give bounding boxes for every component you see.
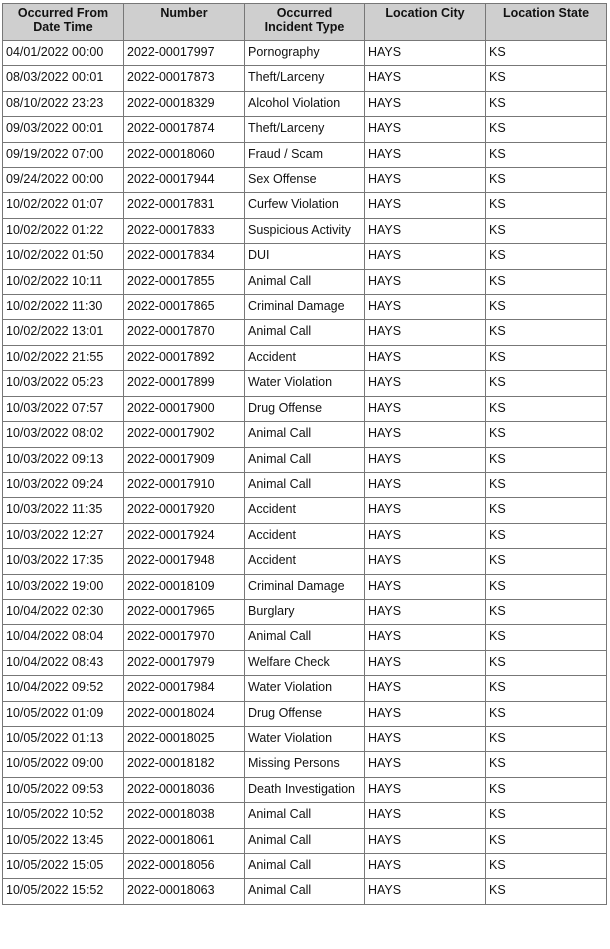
date-time-cell: 08/03/2022 00:01: [3, 66, 124, 91]
incident-type-cell: Welfare Check: [245, 650, 365, 675]
incident-type-cell: Drug Offense: [245, 396, 365, 421]
incident-number-cell: 2022-00017970: [124, 625, 245, 650]
incident-type-cell: Animal Call: [245, 625, 365, 650]
location-state-cell: KS: [486, 472, 607, 497]
location-city-cell: HAYS: [365, 66, 486, 91]
location-state-cell: KS: [486, 650, 607, 675]
column-header-location-city: [365, 4, 486, 41]
incident-number-cell: 2022-00017900: [124, 396, 245, 421]
location-city-cell: HAYS: [365, 803, 486, 828]
location-city-cell: HAYS: [365, 599, 486, 624]
table-row: [3, 472, 607, 497]
incident-type-cell: Water Violation: [245, 371, 365, 396]
incident-type-cell: Accident: [245, 549, 365, 574]
location-city-cell: HAYS: [365, 295, 486, 320]
incident-number-cell: 2022-00017965: [124, 599, 245, 624]
table-row: [3, 549, 607, 574]
incident-report-table: [2, 3, 607, 905]
incident-type-cell: Animal Call: [245, 472, 365, 497]
date-time-cell: 10/03/2022 17:35: [3, 549, 124, 574]
date-time-cell: 10/02/2022 11:30: [3, 295, 124, 320]
column-header-line: Location State: [502, 6, 590, 20]
location-state-cell: KS: [486, 803, 607, 828]
date-time-cell: 10/05/2022 01:13: [3, 726, 124, 751]
location-city-cell: HAYS: [365, 472, 486, 497]
location-state-cell: KS: [486, 142, 607, 167]
incident-type-cell: Accident: [245, 498, 365, 523]
location-city-cell: HAYS: [365, 498, 486, 523]
date-time-cell: 10/04/2022 02:30: [3, 599, 124, 624]
table-row: [3, 295, 607, 320]
incident-number-cell: 2022-00017870: [124, 320, 245, 345]
column-header-line: Occurred From: [17, 6, 109, 20]
column-header-line: Occurred: [276, 6, 333, 20]
incident-type-cell: Fraud / Scam: [245, 142, 365, 167]
date-time-cell: 10/02/2022 01:50: [3, 244, 124, 269]
incident-number-cell: 2022-00018036: [124, 777, 245, 802]
location-state-cell: KS: [486, 396, 607, 421]
incident-number-cell: 2022-00017865: [124, 295, 245, 320]
date-time-cell: 10/03/2022 09:24: [3, 472, 124, 497]
incident-type-cell: Sex Offense: [245, 168, 365, 193]
incident-number-cell: 2022-00017909: [124, 447, 245, 472]
table-row: [3, 193, 607, 218]
table-row: [3, 574, 607, 599]
table-row: [3, 66, 607, 91]
incident-type-cell: Water Violation: [245, 676, 365, 701]
incident-number-cell: 2022-00017902: [124, 422, 245, 447]
date-time-cell: 10/04/2022 08:43: [3, 650, 124, 675]
incident-number-cell: 2022-00017997: [124, 41, 245, 66]
table-row: [3, 854, 607, 879]
date-time-cell: 10/04/2022 08:04: [3, 625, 124, 650]
incident-number-cell: 2022-00017834: [124, 244, 245, 269]
incident-type-cell: Animal Call: [245, 422, 365, 447]
column-header-line: Location City: [385, 6, 465, 20]
location-city-cell: HAYS: [365, 193, 486, 218]
date-time-cell: 10/05/2022 13:45: [3, 828, 124, 853]
location-state-cell: KS: [486, 574, 607, 599]
table-row: [3, 879, 607, 904]
location-city-cell: HAYS: [365, 574, 486, 599]
table-header: [3, 4, 607, 41]
date-time-cell: 10/04/2022 09:52: [3, 676, 124, 701]
incident-number-cell: 2022-00017833: [124, 218, 245, 243]
location-state-cell: KS: [486, 854, 607, 879]
incident-number-cell: 2022-00017874: [124, 117, 245, 142]
column-header-number: [124, 4, 245, 41]
date-time-cell: 08/10/2022 23:23: [3, 91, 124, 116]
incident-type-cell: Animal Call: [245, 269, 365, 294]
table-row: [3, 422, 607, 447]
location-state-cell: KS: [486, 295, 607, 320]
incident-type-cell: Accident: [245, 345, 365, 370]
table-row: [3, 498, 607, 523]
incident-type-cell: Theft/Larceny: [245, 117, 365, 142]
location-state-cell: KS: [486, 244, 607, 269]
location-city-cell: HAYS: [365, 244, 486, 269]
incident-type-cell: Theft/Larceny: [245, 66, 365, 91]
location-city-cell: HAYS: [365, 828, 486, 853]
table-row: [3, 447, 607, 472]
table-row: [3, 41, 607, 66]
location-city-cell: HAYS: [365, 854, 486, 879]
location-state-cell: KS: [486, 549, 607, 574]
date-time-cell: 10/02/2022 01:22: [3, 218, 124, 243]
incident-number-cell: 2022-00018060: [124, 142, 245, 167]
location-city-cell: HAYS: [365, 41, 486, 66]
location-state-cell: KS: [486, 422, 607, 447]
table-row: [3, 676, 607, 701]
column-header-occurred-incident-type: [245, 4, 365, 41]
location-state-cell: KS: [486, 41, 607, 66]
location-city-cell: HAYS: [365, 447, 486, 472]
location-state-cell: KS: [486, 66, 607, 91]
incident-number-cell: 2022-00017892: [124, 345, 245, 370]
incident-number-cell: 2022-00017873: [124, 66, 245, 91]
date-time-cell: 10/05/2022 09:53: [3, 777, 124, 802]
incident-type-cell: Death Investigation: [245, 777, 365, 802]
header-row: [3, 4, 607, 41]
location-state-cell: KS: [486, 91, 607, 116]
incident-number-cell: 2022-00017899: [124, 371, 245, 396]
date-time-cell: 10/03/2022 11:35: [3, 498, 124, 523]
date-time-cell: 10/05/2022 15:05: [3, 854, 124, 879]
location-state-cell: KS: [486, 726, 607, 751]
incident-type-cell: Animal Call: [245, 879, 365, 904]
location-state-cell: KS: [486, 625, 607, 650]
location-state-cell: KS: [486, 523, 607, 548]
date-time-cell: 10/03/2022 07:57: [3, 396, 124, 421]
incident-number-cell: 2022-00018024: [124, 701, 245, 726]
location-city-cell: HAYS: [365, 752, 486, 777]
date-time-cell: 10/02/2022 13:01: [3, 320, 124, 345]
incident-type-cell: Suspicious Activity: [245, 218, 365, 243]
column-header-line: Incident Type: [264, 20, 345, 34]
table-row: [3, 599, 607, 624]
table-row: [3, 701, 607, 726]
table-row: [3, 396, 607, 421]
date-time-cell: 10/03/2022 08:02: [3, 422, 124, 447]
incident-number-cell: 2022-00017984: [124, 676, 245, 701]
location-state-cell: KS: [486, 599, 607, 624]
incident-type-cell: DUI: [245, 244, 365, 269]
incident-number-cell: 2022-00017855: [124, 269, 245, 294]
location-city-cell: HAYS: [365, 726, 486, 751]
table-row: [3, 244, 607, 269]
incident-type-cell: Pornography: [245, 41, 365, 66]
incident-type-cell: Alcohol Violation: [245, 91, 365, 116]
table-row: [3, 218, 607, 243]
location-state-cell: KS: [486, 752, 607, 777]
incident-number-cell: 2022-00018061: [124, 828, 245, 853]
table-row: [3, 777, 607, 802]
incident-type-cell: Water Violation: [245, 726, 365, 751]
date-time-cell: 04/01/2022 00:00: [3, 41, 124, 66]
location-state-cell: KS: [486, 168, 607, 193]
column-header-line: Date Time: [33, 20, 93, 34]
location-city-cell: HAYS: [365, 625, 486, 650]
table-row: [3, 828, 607, 853]
location-state-cell: KS: [486, 879, 607, 904]
incident-type-cell: Drug Offense: [245, 701, 365, 726]
date-time-cell: 10/03/2022 12:27: [3, 523, 124, 548]
incident-number-cell: 2022-00017979: [124, 650, 245, 675]
location-state-cell: KS: [486, 345, 607, 370]
table-row: [3, 726, 607, 751]
location-state-cell: KS: [486, 701, 607, 726]
table-row: [3, 269, 607, 294]
location-state-cell: KS: [486, 828, 607, 853]
incident-type-cell: Accident: [245, 523, 365, 548]
table-row: [3, 625, 607, 650]
location-city-cell: HAYS: [365, 676, 486, 701]
incident-type-cell: Animal Call: [245, 803, 365, 828]
location-state-cell: KS: [486, 193, 607, 218]
incident-type-cell: Criminal Damage: [245, 295, 365, 320]
location-city-cell: HAYS: [365, 371, 486, 396]
date-time-cell: 10/02/2022 21:55: [3, 345, 124, 370]
location-state-cell: KS: [486, 218, 607, 243]
table-body: [3, 41, 607, 905]
incident-number-cell: 2022-00017924: [124, 523, 245, 548]
table-row: [3, 168, 607, 193]
location-city-cell: HAYS: [365, 142, 486, 167]
date-time-cell: 10/03/2022 19:00: [3, 574, 124, 599]
incident-type-cell: Curfew Violation: [245, 193, 365, 218]
location-state-cell: KS: [486, 269, 607, 294]
location-state-cell: KS: [486, 117, 607, 142]
date-time-cell: 10/05/2022 15:52: [3, 879, 124, 904]
location-state-cell: KS: [486, 498, 607, 523]
location-state-cell: KS: [486, 777, 607, 802]
incident-number-cell: 2022-00017831: [124, 193, 245, 218]
table-row: [3, 752, 607, 777]
date-time-cell: 10/02/2022 10:11: [3, 269, 124, 294]
incident-type-cell: Criminal Damage: [245, 574, 365, 599]
incident-number-cell: 2022-00018038: [124, 803, 245, 828]
table-row: [3, 142, 607, 167]
date-time-cell: 10/05/2022 10:52: [3, 803, 124, 828]
incident-type-cell: Burglary: [245, 599, 365, 624]
incident-number-cell: 2022-00017948: [124, 549, 245, 574]
table-row: [3, 523, 607, 548]
incident-type-cell: Animal Call: [245, 447, 365, 472]
incident-number-cell: 2022-00018182: [124, 752, 245, 777]
incident-number-cell: 2022-00018329: [124, 91, 245, 116]
date-time-cell: 09/24/2022 00:00: [3, 168, 124, 193]
location-city-cell: HAYS: [365, 117, 486, 142]
table-row: [3, 320, 607, 345]
table-row: [3, 117, 607, 142]
location-city-cell: HAYS: [365, 701, 486, 726]
column-header-occurred-from-date-time: [3, 4, 124, 41]
column-header-location-state: [486, 4, 607, 41]
location-city-cell: HAYS: [365, 168, 486, 193]
location-city-cell: HAYS: [365, 549, 486, 574]
location-city-cell: HAYS: [365, 345, 486, 370]
location-city-cell: HAYS: [365, 269, 486, 294]
table-row: [3, 650, 607, 675]
location-city-cell: HAYS: [365, 396, 486, 421]
incident-type-cell: Animal Call: [245, 320, 365, 345]
location-state-cell: KS: [486, 320, 607, 345]
incident-type-cell: Animal Call: [245, 828, 365, 853]
incident-number-cell: 2022-00018025: [124, 726, 245, 751]
table-row: [3, 91, 607, 116]
date-time-cell: 10/03/2022 09:13: [3, 447, 124, 472]
location-city-cell: HAYS: [365, 320, 486, 345]
date-time-cell: 09/03/2022 00:01: [3, 117, 124, 142]
location-state-cell: KS: [486, 371, 607, 396]
location-city-cell: HAYS: [365, 879, 486, 904]
location-city-cell: HAYS: [365, 422, 486, 447]
table-row: [3, 371, 607, 396]
date-time-cell: 10/05/2022 09:00: [3, 752, 124, 777]
incident-number-cell: 2022-00017910: [124, 472, 245, 497]
date-time-cell: 10/05/2022 01:09: [3, 701, 124, 726]
date-time-cell: 09/19/2022 07:00: [3, 142, 124, 167]
location-city-cell: HAYS: [365, 777, 486, 802]
table-row: [3, 803, 607, 828]
date-time-cell: 10/02/2022 01:07: [3, 193, 124, 218]
location-city-cell: HAYS: [365, 91, 486, 116]
incident-type-cell: Missing Persons: [245, 752, 365, 777]
table-row: [3, 345, 607, 370]
location-city-cell: HAYS: [365, 218, 486, 243]
incident-number-cell: 2022-00018109: [124, 574, 245, 599]
column-header-line: Number: [160, 6, 208, 20]
location-state-cell: KS: [486, 447, 607, 472]
incident-number-cell: 2022-00017920: [124, 498, 245, 523]
location-state-cell: KS: [486, 676, 607, 701]
incident-type-cell: Animal Call: [245, 854, 365, 879]
location-city-cell: HAYS: [365, 523, 486, 548]
incident-number-cell: 2022-00018063: [124, 879, 245, 904]
incident-number-cell: 2022-00017944: [124, 168, 245, 193]
date-time-cell: 10/03/2022 05:23: [3, 371, 124, 396]
location-city-cell: HAYS: [365, 650, 486, 675]
incident-number-cell: 2022-00018056: [124, 854, 245, 879]
